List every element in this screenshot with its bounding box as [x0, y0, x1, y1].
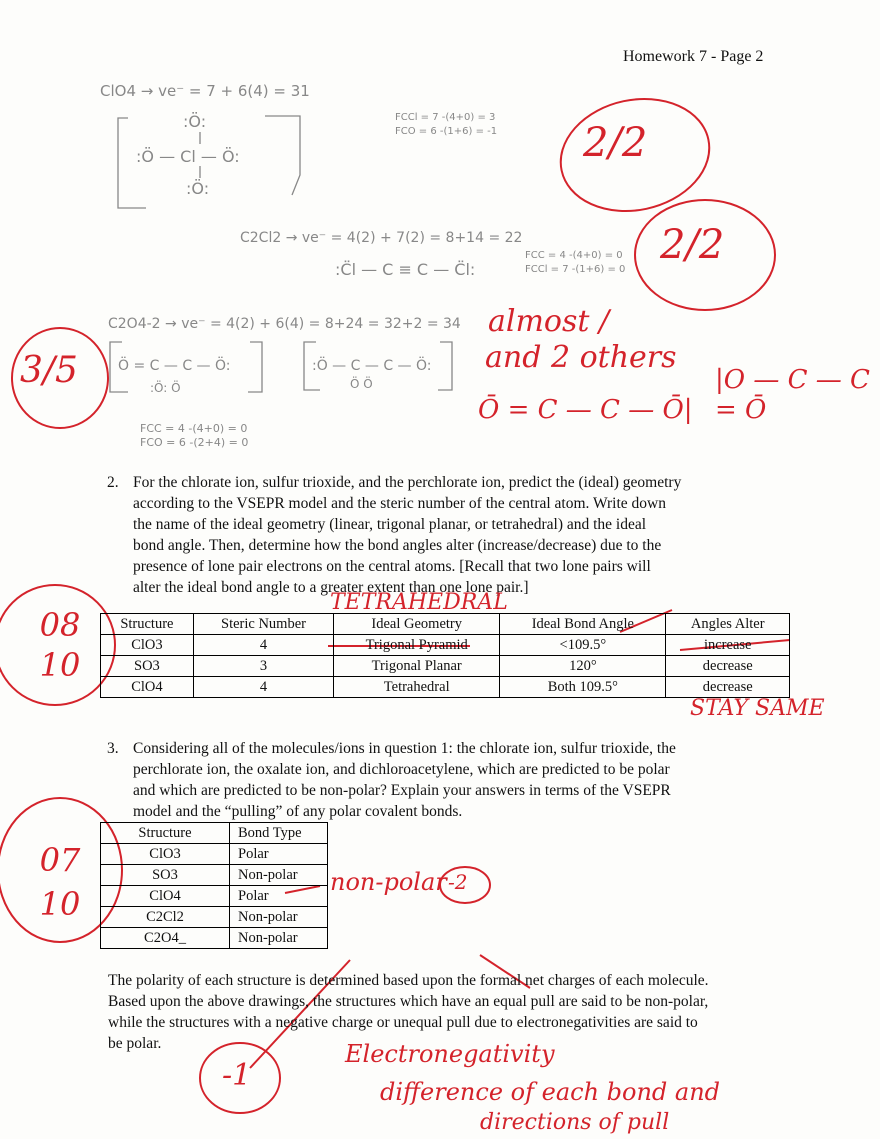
q2-line: alter the ideal bond angle to a greater extent than one lone pair.]	[133, 579, 529, 596]
header-cell: Bond Type	[230, 823, 328, 844]
svg-text:Ö Ö: Ö Ö	[350, 377, 373, 391]
score-clo4: 2/2	[583, 120, 648, 166]
q3-line: Considering all of the molecules/ions in question 1: the chlorate ion, sulfur trioxide, the	[133, 740, 676, 757]
c2cl2-structure: :C̈l — C ≡ C — C̈l:	[335, 260, 476, 279]
cell-structure: C2Cl2	[101, 907, 230, 928]
svg-text::Ö:: :Ö:	[186, 179, 210, 198]
q3-nonpolar-note: non-polar	[330, 868, 447, 896]
header-cell: Structure	[101, 823, 230, 844]
q2-geometry-table	[100, 613, 790, 698]
q3-line: and which are predicted to be non-polar? Explain your answers in terms of the VSEPR	[133, 782, 671, 799]
q3-number: 3.	[107, 740, 119, 757]
cell-geometry: Trigonal Pyramid	[334, 635, 500, 656]
c2o4-valence-line: C2O4-2 → ve⁻ = 4(2) + 6(4) = 8+24 = 32+2 = 34	[108, 316, 461, 332]
q2-text	[133, 472, 773, 598]
cell-structure: ClO4	[101, 886, 230, 907]
svg-text::Ö: Ö: :Ö: Ö	[150, 381, 181, 395]
c2o4-fc-c: FCC = 4 -(4+0) = 0	[140, 422, 248, 435]
header-cell: Ideal Bond Angle	[500, 614, 666, 635]
cell-steric: 3	[193, 656, 333, 677]
clo4-fc-o: FCO = 6 -(1+6) = -1	[395, 126, 498, 137]
c2cl2-valence-line: C2Cl2 → ve⁻ = 4(2) + 7(2) = 8+14 = 22	[240, 230, 523, 246]
cell-bond-type: Polar	[230, 844, 328, 865]
final-note-line3: directions of pull	[480, 1110, 670, 1135]
cell-alter: decrease	[666, 656, 790, 677]
clo4-fc-cl: FCCl = 7 -(4+0) = 3	[395, 112, 496, 123]
table-row	[101, 865, 328, 886]
table-header-row	[101, 614, 790, 635]
table-row	[101, 928, 328, 949]
q2-score-top: 08	[39, 606, 81, 644]
cell-geometry: Trigonal Planar	[334, 656, 500, 677]
cell-bond-type: Non-polar	[230, 865, 328, 886]
header-cell: Ideal Geometry	[334, 614, 500, 635]
final-note-line1: Electronegativity	[345, 1040, 555, 1068]
red-structure-2: |O — C — C = Ō	[715, 365, 870, 425]
header-cell: Angles Alter	[666, 614, 790, 635]
table-row	[101, 635, 790, 656]
note-almost: almost /	[488, 304, 610, 339]
q2-stay-same-note: STAY SAME	[690, 696, 825, 721]
q3-line: perchlorate ion, the oxalate ion, and dichloroacetylene, which are predicted to be polar	[133, 761, 670, 778]
q3-score	[30, 838, 90, 926]
cell-angle: 120°	[500, 656, 666, 677]
cell-steric: 4	[193, 677, 333, 698]
note-and-2-others: and 2 others	[485, 340, 677, 375]
red-structure-1: Ō = C — C — Ō|	[478, 395, 693, 425]
q2-score	[38, 605, 82, 685]
page-header: Homework 7 - Page 2	[623, 48, 764, 65]
q2-line: bond angle. Then, determine how the bond angles alter (increase/decrease) due to the	[133, 537, 662, 554]
q2-score-bottom: 10	[39, 646, 81, 684]
cell-alter: decrease	[666, 677, 790, 698]
cell-structure: ClO3	[101, 844, 230, 865]
cell-structure: ClO3	[101, 635, 194, 656]
header-cell: Steric Number	[193, 614, 333, 635]
answer-line: Based upon the above drawings, the structures which have an equal pull are said to be non-polar,	[108, 993, 709, 1010]
q3-score-top: 07	[39, 841, 81, 879]
cell-structure: C2O4_	[101, 928, 230, 949]
q2-number: 2.	[107, 474, 119, 491]
q2-line: For the chlorate ion, sulfur trioxide, and the perchlorate ion, predict the (ideal) geometry	[133, 474, 682, 491]
cell-bond-type: Polar	[230, 886, 328, 907]
final-minus-1: -1	[222, 1058, 252, 1093]
q3-line: model and the “pulling” of any polar covalent bonds.	[133, 803, 463, 820]
cell-steric: 4	[193, 635, 333, 656]
cell-bond-type: Non-polar	[230, 928, 328, 949]
q3-polarity-table	[100, 822, 328, 949]
answer-line: The polarity of each structure is determined based upon the formal net charges of each molecule.	[108, 972, 709, 989]
header-cell: Structure	[101, 614, 194, 635]
q3-minus-2: -2	[448, 870, 468, 894]
cell-structure: SO3	[101, 865, 230, 886]
table-row	[101, 677, 790, 698]
cell-structure: SO3	[101, 656, 194, 677]
svg-text::Ö:: :Ö:	[183, 112, 207, 131]
svg-text:Ö = C — C — Ö:: Ö = C — C — Ö:	[118, 358, 231, 374]
clo4-valence-line: ClO4 → ve⁻ = 7 + 6(4) = 31	[100, 82, 310, 100]
score-c2cl2: 2/2	[660, 222, 725, 268]
c2o4-fc-o: FCO = 6 -(2+4) = 0	[140, 436, 249, 449]
answer-line: be polar.	[108, 1035, 162, 1052]
cell-angle: Both 109.5°	[500, 677, 666, 698]
table-row	[101, 844, 328, 865]
svg-text::Ö — Cl — Ö:: :Ö — Cl — Ö:	[136, 147, 240, 166]
answer-line: while the structures with a negative charge or unequal pull due to electronegativities are said to	[108, 1014, 698, 1031]
cell-alter: increase	[666, 635, 790, 656]
q2-tetrahedral-note: TETRAHEDRAL	[330, 590, 508, 615]
cell-geometry: Tetrahedral	[334, 677, 500, 698]
cell-bond-type: Non-polar	[230, 907, 328, 928]
table-row	[101, 656, 790, 677]
cell-angle: <109.5°	[500, 635, 666, 656]
c2cl2-fc-c: FCC = 4 -(4+0) = 0	[525, 250, 623, 261]
q3-text	[133, 738, 773, 822]
cell-structure: ClO4	[101, 677, 194, 698]
table-row	[101, 886, 328, 907]
q2-line: presence of lone pair electrons on the central atoms. [Recall that two lone pairs will	[133, 558, 651, 575]
q2-line: according to the VSEPR model and the steric number of the central atom. Write down	[133, 495, 666, 512]
table-header-row	[101, 823, 328, 844]
c2cl2-fc-cl: FCCl = 7 -(1+6) = 0	[525, 264, 626, 275]
q2-line: the name of the ideal geometry (linear, trigonal planar, or tetrahedral) and the ideal	[133, 516, 647, 533]
score-c2o4: 3/5	[20, 350, 78, 391]
table-row	[101, 907, 328, 928]
svg-text::Ö — C — C — Ö:: :Ö — C — C — Ö:	[312, 358, 432, 374]
final-note-line2: difference of each bond and	[380, 1078, 721, 1106]
q3-score-bottom: 10	[39, 885, 81, 923]
